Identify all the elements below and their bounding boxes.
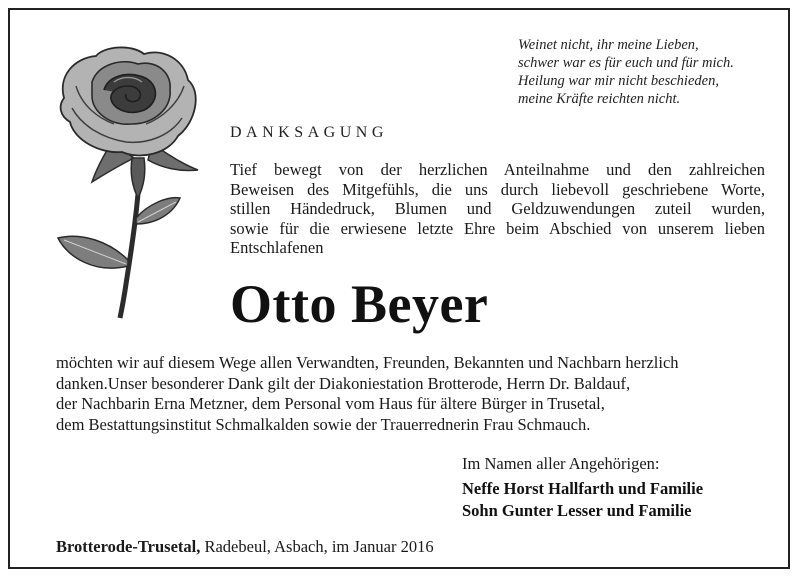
footer-place: Brotterode-Trusetal,: [56, 537, 201, 556]
signature-names: [462, 478, 703, 522]
signature-name: Sohn Gunter Lesser und Familie: [462, 501, 692, 520]
deceased-name: Otto Beyer: [230, 274, 489, 334]
thanks-paragraph: [56, 353, 768, 435]
intro-line: sowie für die erwiesene letzte Ehre beim Abschied von unserem lieben: [230, 218, 765, 238]
poem-line: Heilung war mir nicht beschieden,: [518, 73, 719, 89]
heading-danksagung: DANKSAGUNG: [230, 124, 388, 141]
rose-illustration-icon: [52, 46, 212, 326]
intro-line: Tief bewegt von der herzlichen Anteilnahme und den zahlreichen: [230, 160, 765, 179]
thanks-line: danken.Unser besonderer Dank gilt der Diakoniestation Brotterode, Herrn Dr. Baldauf,: [56, 373, 631, 393]
intro-line: stillen Händedruck, Blumen und Geldzuwendungen zuteil wurden,: [230, 199, 765, 218]
thanks-line: dem Bestattungsinstitut Schmalkalden sowie der Trauerrednerin Frau Schmauch.: [56, 414, 591, 434]
poem: [518, 36, 788, 108]
intro-line: Beweisen des Mitgefühls, die uns durch liebevoll geschriebene Worte,: [230, 179, 765, 199]
poem-line: Weinet nicht, ihr meine Lieben,: [518, 37, 699, 53]
signature-intro: Im Namen aller Angehörigen:: [462, 454, 660, 473]
obituary-card: [8, 8, 790, 569]
footer-place-date: [56, 537, 434, 557]
poem-line: meine Kräfte reichten nicht.: [518, 91, 681, 107]
thanks-line: möchten wir auf diesem Wege allen Verwandten, Freunden, Bekannten und Nachbarn herzlich: [56, 353, 679, 372]
poem-line: schwer war es für euch und für mich.: [518, 55, 734, 71]
signature-name: Neffe Horst Hallfarth und Familie: [462, 479, 704, 498]
footer-rest: Radebeul, Asbach, im Januar 2016: [200, 537, 434, 556]
intro-paragraph: [230, 160, 765, 258]
intro-line: Entschlafenen: [230, 238, 324, 257]
thanks-line: der Nachbarin Erna Metzner, dem Personal vom Haus für ältere Bürger in Trusetal,: [56, 394, 605, 413]
